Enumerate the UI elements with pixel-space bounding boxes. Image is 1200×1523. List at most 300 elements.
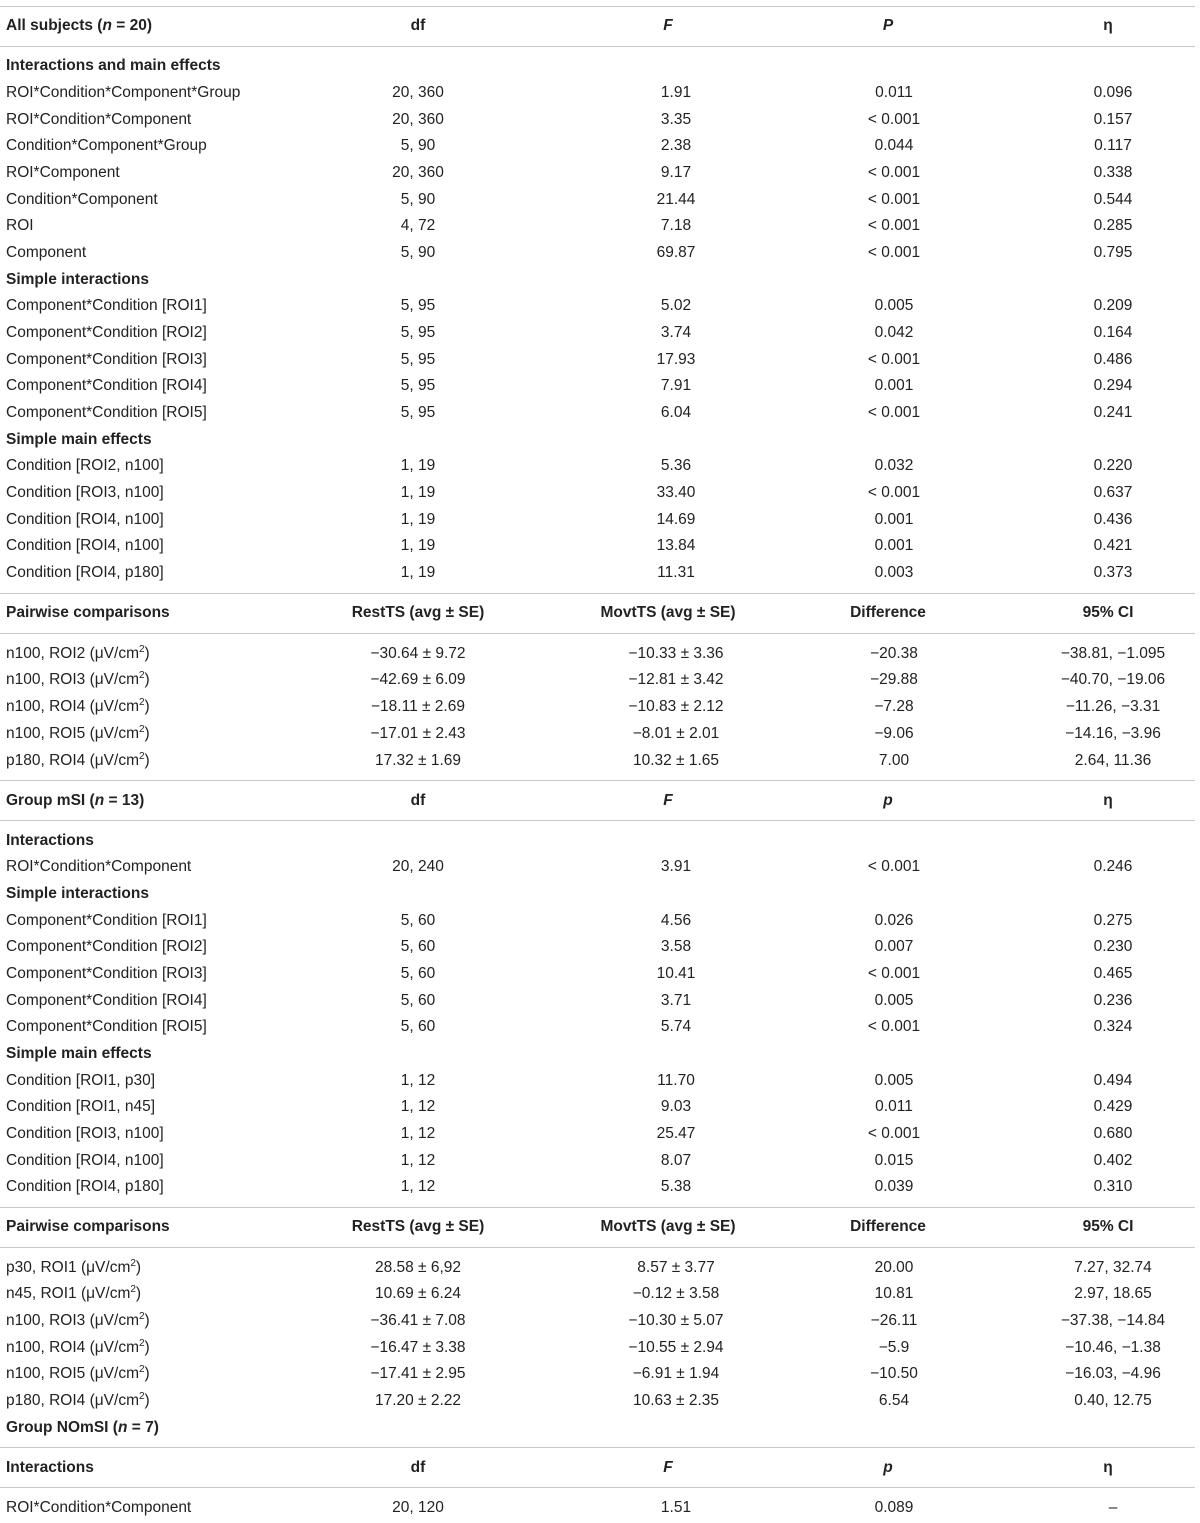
cell-col-4: 0.117 xyxy=(1094,137,1132,154)
cell-col-1: 1, 12 xyxy=(400,1125,436,1142)
table-row xyxy=(0,454,1200,478)
cell-col-2: 7.91 xyxy=(660,377,692,394)
cell-col-3: 0.007 xyxy=(874,938,914,955)
cell-col-2: MovtTS (avg ± SE) xyxy=(600,604,736,621)
cell-col-3: 0.042 xyxy=(874,324,914,341)
table-row xyxy=(0,561,1200,585)
table-row xyxy=(0,161,1200,185)
table-row xyxy=(0,1122,1200,1146)
cell-col-4: 0.164 xyxy=(1093,324,1133,341)
cell-col-2: 9.03 xyxy=(660,1098,692,1115)
cell-label: Group mSI (n = 13) xyxy=(6,792,145,809)
cell-col-1: 1, 19 xyxy=(400,511,436,528)
cell-col-3: 20.00 xyxy=(874,1259,914,1276)
cell-col-1: 28.58 ± 6,92 xyxy=(374,1259,462,1276)
superscript: 2 xyxy=(138,1310,145,1322)
cell-col-1: −17.41 ± 2.95 xyxy=(370,1365,466,1382)
table-header-row xyxy=(0,14,1200,38)
table-row xyxy=(0,188,1200,212)
cell-label: ROI*Condition*Component xyxy=(6,1499,192,1516)
cell-col-4: 95% CI xyxy=(1082,1218,1134,1235)
table-section-row xyxy=(0,268,1200,292)
cell-col-3: p xyxy=(883,792,893,809)
cell-col-1: 20, 360 xyxy=(392,164,444,181)
cell-col-4: 0.310 xyxy=(1093,1178,1133,1195)
cell-label: Interactions xyxy=(6,832,94,849)
cell-col-3: < 0.001 xyxy=(867,217,921,234)
cell-label: p30, ROI1 $(\mu V/cm^2)$ xyxy=(6,1257,142,1276)
cell-col-4: 0.096 xyxy=(1093,84,1133,101)
cell-col-1: RestTS (avg ± SE) xyxy=(351,1218,485,1235)
cell-col-2: 6.04 xyxy=(660,404,692,421)
cell-col-1: −18.11 ± 2.69 xyxy=(371,698,465,715)
table-row xyxy=(0,81,1200,105)
cell-label: Interactions and main effects xyxy=(6,57,221,74)
cell-col-1: −16.47 ± 3.38 xyxy=(370,1339,466,1356)
cell-col-2: 5.36 xyxy=(660,457,692,474)
table-row xyxy=(0,749,1200,773)
cell-label: Component*Condition [ROI5] xyxy=(6,404,207,421)
cell-label: Condition [ROI4, n100] xyxy=(6,511,164,528)
table-section-row xyxy=(0,1042,1200,1066)
superscript: 2 xyxy=(130,1283,136,1295)
cell-col-3: −20.38 xyxy=(870,645,918,662)
cell-col-3: −5.9 xyxy=(878,1339,910,1356)
table-row xyxy=(0,294,1200,318)
cell-col-4: 0.275 xyxy=(1093,912,1133,929)
cell-col-3: < 0.001 xyxy=(867,1125,921,1142)
cell-label: All subjects (n = 20) xyxy=(6,17,153,34)
cell-col-3: < 0.001 xyxy=(867,404,921,421)
cell-col-3: 0.001 xyxy=(874,537,914,554)
cell-col-4: 0.637 xyxy=(1093,484,1133,501)
table-row xyxy=(0,668,1200,692)
cell-col-3: < 0.001 xyxy=(867,858,921,875)
cell-col-1: 5, 60 xyxy=(400,965,436,982)
cell-label: n100, ROI4 $(\mu V/cm^2)$ xyxy=(6,1337,150,1356)
cell-label: ROI*Condition*Component*Group xyxy=(6,84,241,101)
cell-col-4: 0.544 xyxy=(1093,191,1133,208)
table-row xyxy=(0,1496,1200,1520)
cell-col-3: Difference xyxy=(850,1218,926,1235)
cell-col-2: 1.51 xyxy=(660,1499,692,1516)
cell-col-2: F xyxy=(663,17,673,34)
cell-label: n45, ROI1 $(\mu V/cm^2)$ xyxy=(6,1283,142,1302)
table-rule xyxy=(0,780,1195,781)
cell-col-2: MovtTS (avg ± SE) xyxy=(600,1218,736,1235)
cell-col-4: −14.16, −3.96 xyxy=(1065,725,1161,742)
cell-col-3: −26.11 xyxy=(870,1312,918,1329)
cell-label: Group NOmSI (n = 7) xyxy=(6,1419,159,1436)
cell-label: n100, ROI2 $(\mu V/cm^2)$ xyxy=(6,643,150,662)
cell-col-1: 5, 60 xyxy=(400,938,436,955)
cell-col-3: 0.005 xyxy=(874,297,914,314)
table-row xyxy=(0,374,1200,398)
table-row xyxy=(0,321,1200,345)
table-row xyxy=(0,1149,1200,1173)
table-row xyxy=(0,722,1200,746)
cell-col-1: 5, 60 xyxy=(400,992,436,1009)
table-row xyxy=(0,695,1200,719)
cell-col-2: 2.38 xyxy=(660,137,692,154)
cell-col-4: 0.246 xyxy=(1093,858,1133,875)
cell-col-3: 0.005 xyxy=(874,1072,914,1089)
superscript: 2 xyxy=(138,1363,145,1375)
cell-col-3: 0.011 xyxy=(875,1098,913,1115)
cell-label: Simple interactions xyxy=(6,271,149,288)
table-section-row xyxy=(0,428,1200,452)
cell-col-1: 10.69 ± 6.24 xyxy=(374,1285,462,1302)
cell-label: Component*Condition [ROI2] xyxy=(6,938,207,955)
cell-col-1: −17.01 ± 2.43 xyxy=(370,725,466,742)
cell-col-4: 0.236 xyxy=(1093,992,1133,1009)
cell-col-1: 5, 60 xyxy=(400,1018,436,1035)
cell-col-2: 21.44 xyxy=(656,191,696,208)
cell-col-4: 0.285 xyxy=(1093,217,1133,234)
table-row xyxy=(0,1095,1200,1119)
cell-label: Interactions xyxy=(6,1459,94,1476)
table-rule xyxy=(0,593,1195,594)
cell-col-4: 0.436 xyxy=(1093,511,1133,528)
cell-col-2: 5.02 xyxy=(660,297,692,314)
cell-col-4: η xyxy=(1103,1459,1113,1476)
table-section-row xyxy=(0,54,1200,78)
cell-col-3: < 0.001 xyxy=(867,965,921,982)
cell-col-3: 0.003 xyxy=(874,564,914,581)
cell-label: Component*Condition [ROI1] xyxy=(6,297,207,314)
cell-col-2: 13.84 xyxy=(656,537,696,554)
table-row xyxy=(0,214,1200,238)
cell-col-3: 0.089 xyxy=(874,1499,914,1516)
cell-col-4: 0.230 xyxy=(1093,938,1133,955)
cell-col-1: df xyxy=(410,792,426,809)
table-row xyxy=(0,1389,1200,1413)
cell-label: Simple main effects xyxy=(6,431,152,448)
cell-col-1: 1, 19 xyxy=(400,537,436,554)
cell-col-4: −11.26, −3.31 xyxy=(1065,698,1161,715)
cell-col-4: −38.81, −1.095 xyxy=(1060,645,1166,662)
cell-col-2: 69.87 xyxy=(656,244,696,261)
table-rule xyxy=(0,1487,1195,1488)
cell-col-1: RestTS (avg ± SE) xyxy=(351,604,485,621)
cell-col-2: 7.18 xyxy=(660,217,692,234)
cell-col-3: < 0.001 xyxy=(867,484,921,501)
cell-col-3: −9.06 xyxy=(874,725,914,742)
cell-col-2: 9.17 xyxy=(660,164,692,181)
cell-col-4: 0.373 xyxy=(1093,564,1133,581)
cell-col-2: 33.40 xyxy=(656,484,696,501)
cell-col-4: −37.38, −14.84 xyxy=(1060,1312,1166,1329)
cell-col-1: 1, 12 xyxy=(400,1098,436,1115)
cell-col-1: 1, 12 xyxy=(400,1178,436,1195)
cell-label: Pairwise comparisons xyxy=(6,604,170,621)
table-section-row xyxy=(0,829,1200,853)
cell-col-3: 10.81 xyxy=(874,1285,914,1302)
cell-col-4: 0.40, 12.75 xyxy=(1074,1392,1152,1409)
cell-col-1: 4, 72 xyxy=(400,217,436,234)
cell-label: Condition*Component xyxy=(6,191,158,208)
table-header-row xyxy=(0,1416,1200,1440)
cell-col-3: −7.28 xyxy=(874,698,914,715)
cell-col-1: 5, 95 xyxy=(400,377,436,394)
cell-label: Simple main effects xyxy=(6,1045,152,1062)
table-row xyxy=(0,855,1200,879)
table-row xyxy=(0,481,1200,505)
cell-label: Component*Condition [ROI5] xyxy=(6,1018,207,1035)
table-row xyxy=(0,1309,1200,1333)
cell-label: Condition [ROI4, n100] xyxy=(6,537,164,554)
cell-col-1: 1, 19 xyxy=(400,457,436,474)
cell-col-4: – xyxy=(1108,1499,1118,1516)
cell-label: Pairwise comparisons xyxy=(6,1218,170,1235)
cell-col-1: 17.32 ± 1.69 xyxy=(374,752,462,769)
cell-label: Component xyxy=(6,244,87,261)
cell-col-2: 3.71 xyxy=(660,992,692,1009)
table-rule xyxy=(0,46,1195,47)
cell-col-4: 0.324 xyxy=(1093,1018,1133,1035)
cell-col-1: 1, 19 xyxy=(400,564,436,581)
table-row xyxy=(0,1362,1200,1386)
superscript: 2 xyxy=(138,643,145,655)
cell-col-2: 10.41 xyxy=(656,965,696,982)
superscript: 2 xyxy=(138,723,145,735)
cell-label: Component*Condition [ROI4] xyxy=(6,992,207,1009)
cell-col-3: 0.032 xyxy=(874,457,914,474)
cell-col-4: 0.209 xyxy=(1093,297,1133,314)
cell-col-2: 17.93 xyxy=(656,351,696,368)
cell-col-2: −12.81 ± 3.42 xyxy=(628,671,724,688)
cell-label: n100, ROI3 $(\mu V/cm^2)$ xyxy=(6,1310,150,1329)
cell-col-2: −10.55 ± 2.94 xyxy=(628,1339,724,1356)
cell-col-3: −10.50 xyxy=(870,1365,918,1382)
table-rule xyxy=(0,1247,1195,1248)
cell-label: Component*Condition [ROI2] xyxy=(6,324,207,341)
cell-col-4: −40.70, −19.06 xyxy=(1060,671,1166,688)
table-header-row xyxy=(0,1215,1200,1239)
cell-col-2: F xyxy=(663,1459,673,1476)
superscript: 2 xyxy=(138,669,145,681)
table-row xyxy=(0,134,1200,158)
table-row xyxy=(0,1282,1200,1306)
cell-col-2: 3.74 xyxy=(660,324,692,341)
cell-col-1: −42.69 ± 6.09 xyxy=(370,671,466,688)
cell-col-1: 5, 60 xyxy=(400,912,436,929)
table-row xyxy=(0,348,1200,372)
cell-label: Component*Condition [ROI3] xyxy=(6,351,207,368)
cell-col-4: 2.97, 18.65 xyxy=(1074,1285,1152,1302)
cell-col-2: 5.38 xyxy=(660,1178,692,1195)
table-rule xyxy=(0,1207,1195,1208)
cell-col-2: −10.33 ± 3.36 xyxy=(628,645,724,662)
cell-label: Condition [ROI4, p180] xyxy=(6,564,164,581)
table-row xyxy=(0,1175,1200,1199)
cell-col-3: P xyxy=(882,17,894,34)
cell-col-2: −10.83 ± 2.12 xyxy=(628,698,724,715)
superscript: 2 xyxy=(138,750,145,762)
cell-col-2: 11.70 xyxy=(657,1072,695,1089)
table-row xyxy=(0,108,1200,132)
table-row xyxy=(0,1336,1200,1360)
table-row xyxy=(0,241,1200,265)
table-header-row xyxy=(0,789,1200,813)
cell-col-1: 17.20 ± 2.22 xyxy=(374,1392,462,1409)
table-row xyxy=(0,909,1200,933)
cell-col-2: 4.56 xyxy=(660,912,692,929)
superscript: 2 xyxy=(138,1337,145,1349)
cell-col-4: 95% CI xyxy=(1082,604,1134,621)
table-rule xyxy=(0,1447,1195,1448)
cell-col-3: 6.54 xyxy=(878,1392,910,1409)
cell-label: Condition [ROI2, n100] xyxy=(6,457,164,474)
cell-col-1: 5, 95 xyxy=(400,351,436,368)
cell-col-1: df xyxy=(410,17,426,34)
cell-label: Component*Condition [ROI3] xyxy=(6,965,207,982)
cell-col-1: 5, 95 xyxy=(400,324,436,341)
cell-col-4: 0.486 xyxy=(1093,351,1133,368)
cell-col-3: < 0.001 xyxy=(867,111,921,128)
cell-col-3: 0.011 xyxy=(875,84,913,101)
cell-col-1: 5, 95 xyxy=(400,404,436,421)
table-header-row xyxy=(0,601,1200,625)
cell-label: Simple interactions xyxy=(6,885,149,902)
cell-col-4: 0.795 xyxy=(1093,244,1133,261)
cell-col-3: < 0.001 xyxy=(867,351,921,368)
cell-col-1: −30.64 ± 9.72 xyxy=(370,645,466,662)
cell-label: Condition [ROI1, p30] xyxy=(6,1072,156,1089)
table-row xyxy=(0,642,1200,666)
cell-label: ROI*Component xyxy=(6,164,120,181)
cell-col-2: F xyxy=(663,792,673,809)
table-row xyxy=(0,1015,1200,1039)
cell-col-3: < 0.001 xyxy=(867,191,921,208)
table-row xyxy=(0,1256,1200,1280)
cell-label: Condition [ROI4, p180] xyxy=(6,1178,164,1195)
cell-col-1: 20, 360 xyxy=(392,111,444,128)
cell-col-3: −29.88 xyxy=(870,671,918,688)
cell-col-1: 1, 12 xyxy=(400,1152,436,1169)
cell-label: ROI*Condition*Component xyxy=(6,111,192,128)
cell-col-1: df xyxy=(410,1459,426,1476)
cell-col-3: < 0.001 xyxy=(867,164,921,181)
cell-col-1: 5, 90 xyxy=(400,244,436,261)
cell-col-3: 7.00 xyxy=(878,752,910,769)
cell-col-1: 5, 90 xyxy=(400,137,436,154)
cell-col-4: 0.402 xyxy=(1093,1152,1133,1169)
cell-col-2: −0.12 ± 3.58 xyxy=(632,1285,720,1302)
cell-col-4: 2.64, 11.36 xyxy=(1074,752,1152,769)
cell-col-1: 5, 95 xyxy=(400,297,436,314)
table-row xyxy=(0,508,1200,532)
table-rule xyxy=(0,820,1195,821)
cell-col-2: 10.63 ± 2.35 xyxy=(632,1392,720,1409)
cell-col-2: 11.31 xyxy=(657,564,695,581)
cell-label: n100, ROI4 $(\mu V/cm^2)$ xyxy=(6,696,150,715)
cell-col-3: 0.015 xyxy=(874,1152,914,1169)
cell-col-3: p xyxy=(883,1459,893,1476)
table-row xyxy=(0,1069,1200,1093)
cell-col-4: η xyxy=(1103,17,1113,34)
cell-label: Condition [ROI3, n100] xyxy=(6,1125,164,1142)
cell-label: Component*Condition [ROI4] xyxy=(6,377,207,394)
table-row xyxy=(0,989,1200,1013)
cell-col-4: η xyxy=(1103,792,1113,809)
table-row xyxy=(0,935,1200,959)
superscript: 2 xyxy=(138,696,145,708)
cell-label: Condition [ROI4, n100] xyxy=(6,1152,164,1169)
cell-col-4: 7.27, 32.74 xyxy=(1074,1259,1152,1276)
cell-col-1: 20, 240 xyxy=(392,858,444,875)
cell-col-2: 25.47 xyxy=(656,1125,696,1142)
superscript: 2 xyxy=(138,1390,145,1402)
cell-col-2: 3.35 xyxy=(660,111,692,128)
cell-col-2: −10.30 ± 5.07 xyxy=(628,1312,724,1329)
table-row xyxy=(0,401,1200,425)
cell-col-4: −16.03, −4.96 xyxy=(1065,1365,1161,1382)
table-rule xyxy=(0,6,1195,7)
cell-col-2: −6.91 ± 1.94 xyxy=(632,1365,720,1382)
cell-col-2: 3.58 xyxy=(660,938,692,955)
superscript: 2 xyxy=(130,1257,136,1269)
cell-col-4: 0.241 xyxy=(1093,404,1133,421)
cell-col-4: 0.220 xyxy=(1093,457,1133,474)
cell-label: p180, ROI4 $(\mu V/cm^2)$ xyxy=(6,750,150,769)
cell-col-3: 0.026 xyxy=(874,912,914,929)
cell-col-2: 10.32 ± 1.65 xyxy=(632,752,720,769)
cell-col-4: 0.429 xyxy=(1093,1098,1133,1115)
cell-col-1: 20, 360 xyxy=(392,84,444,101)
table-section-row xyxy=(0,882,1200,906)
cell-col-1: −36.41 ± 7.08 xyxy=(370,1312,466,1329)
cell-label: Condition*Component*Group xyxy=(6,137,207,154)
cell-label: n100, ROI5 $(\mu V/cm^2)$ xyxy=(6,1363,150,1382)
table-rule xyxy=(0,633,1195,634)
cell-col-4: 0.465 xyxy=(1093,965,1133,982)
cell-col-2: 8.07 xyxy=(660,1152,692,1169)
cell-label: Condition [ROI1, n45] xyxy=(6,1098,156,1115)
cell-col-4: 0.157 xyxy=(1093,111,1133,128)
cell-col-3: < 0.001 xyxy=(867,1018,921,1035)
cell-label: ROI xyxy=(6,217,34,234)
table-row xyxy=(0,962,1200,986)
cell-label: p180, ROI4 $(\mu V/cm^2)$ xyxy=(6,1390,150,1409)
cell-label: Condition [ROI3, n100] xyxy=(6,484,164,501)
table-row xyxy=(0,534,1200,558)
cell-col-2: 14.69 xyxy=(656,511,696,528)
cell-col-4: 0.421 xyxy=(1093,537,1133,554)
cell-col-4: 0.294 xyxy=(1093,377,1133,394)
cell-col-2: 3.91 xyxy=(660,858,692,875)
cell-col-2: −8.01 ± 2.01 xyxy=(632,725,720,742)
cell-col-4: 0.494 xyxy=(1093,1072,1133,1089)
cell-col-4: −10.46, −1.38 xyxy=(1065,1339,1161,1356)
cell-col-3: < 0.001 xyxy=(867,244,921,261)
cell-col-2: 5.74 xyxy=(660,1018,692,1035)
cell-label: ROI*Condition*Component xyxy=(6,858,192,875)
cell-col-3: 0.044 xyxy=(874,137,914,154)
table-header-row xyxy=(0,1456,1200,1480)
cell-col-3: 0.005 xyxy=(874,992,914,1009)
cell-col-3: 0.001 xyxy=(874,511,914,528)
cell-label: Component*Condition [ROI1] xyxy=(6,912,207,929)
cell-label: n100, ROI3 $(\mu V/cm^2)$ xyxy=(6,669,150,688)
cell-col-3: Difference xyxy=(850,604,926,621)
cell-col-1: 20, 120 xyxy=(392,1499,444,1516)
cell-label: n100, ROI5 $(\mu V/cm^2)$ xyxy=(6,723,150,742)
cell-col-1: 1, 12 xyxy=(400,1072,436,1089)
cell-col-1: 1, 19 xyxy=(400,484,436,501)
cell-col-4: 0.338 xyxy=(1093,164,1133,181)
cell-col-1: 5, 90 xyxy=(400,191,436,208)
